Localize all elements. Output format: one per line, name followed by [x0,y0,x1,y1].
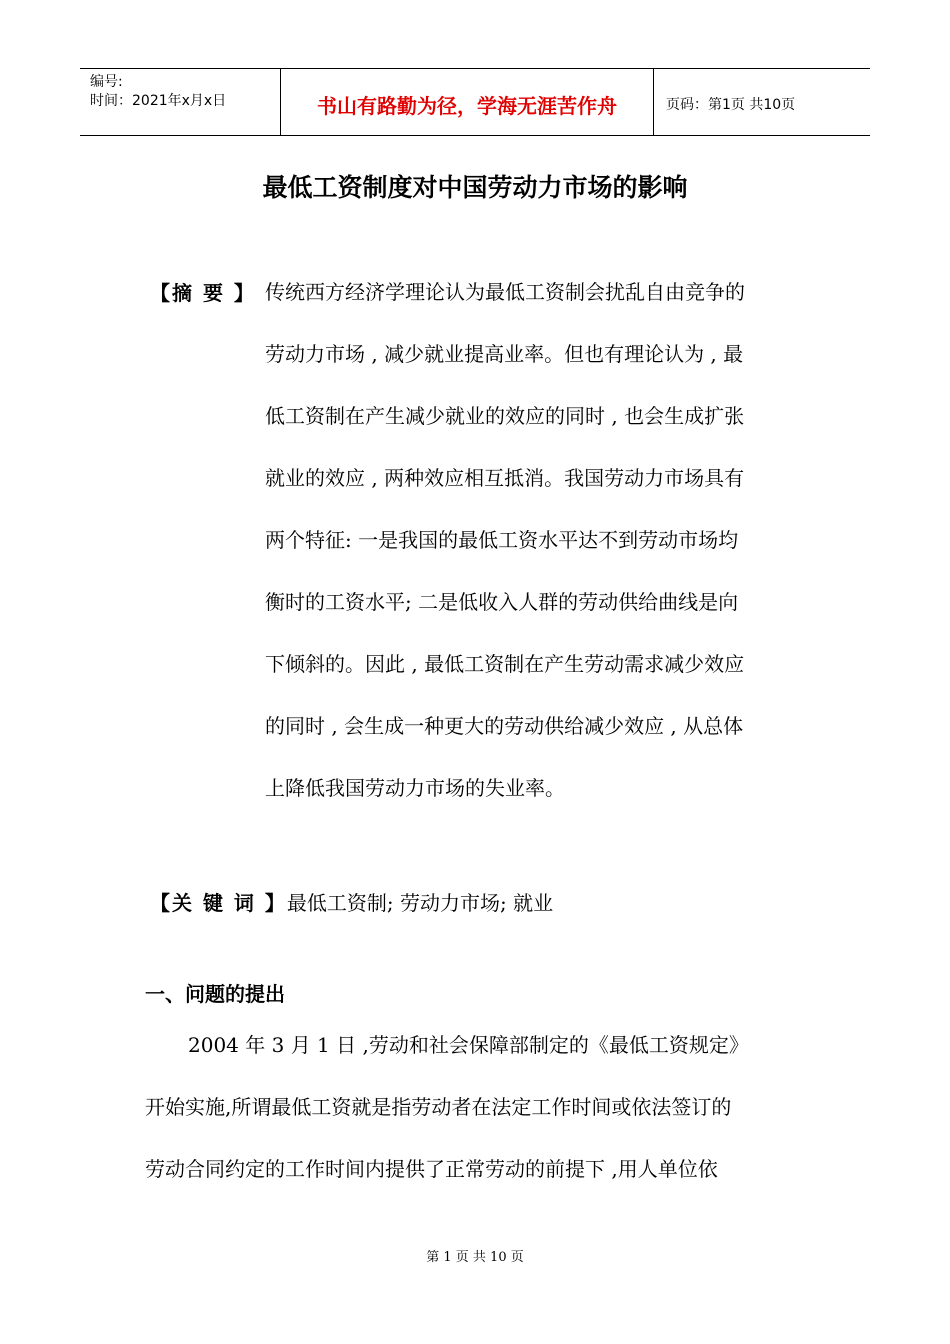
abstract-line: 下倾斜的。因此 , 最低工资制在产生劳动需求减少效应 [265,652,745,676]
body-line: 劳动合同约定的工作时间内提供了正常劳动的前提下 ,用人单位依 [145,1157,718,1181]
abstract-line: 两个特征: 一是我国的最低工资水平达不到劳动市场均 [265,528,739,552]
section-body [145,1030,825,1216]
keywords-text: 最低工资制; 劳动力市场; 就业 [286,891,554,915]
number-label: 编号: [90,74,123,90]
header-table [80,68,870,136]
header-motto-cell [281,69,654,135]
section-heading: 一、问题的提出 [145,982,285,1006]
abstract-line: 上降低我国劳动力市场的失业率。 [265,776,565,800]
header-page-cell [654,69,870,135]
motto-text: 书山有路勤为径，学海无涯苦作舟 [317,93,617,118]
keywords-label: 【关 键 词 】 [150,891,287,915]
abstract-body [265,277,825,835]
body-line: 2004 年 3 月 1 日 ,劳动和社会保障部制定的《最低工资规定》 [188,1033,749,1057]
time-label: 时间：2021年x月x日 [90,93,227,109]
body-line: 开始实施,所谓最低工资就是指劳动者在法定工作时间或依法签订的 [145,1095,732,1119]
page-footer: 第 1 页 共 10 页 [426,1250,524,1265]
keywords-line [150,887,553,916]
page-info: 页码：第1页 共10页 [666,97,796,113]
abstract-line: 劳动力市场 , 减少就业提高业率。但也有理论认为 , 最 [265,342,744,366]
abstract-line: 就业的效应 , 两种效应相互抵消。我国劳动力市场具有 [265,466,745,490]
document-title: 最低工资制度对中国劳动力市场的影响 [262,173,688,202]
abstract-line: 的同时 , 会生成一种更大的劳动供给减少效应 , 从总体 [265,714,744,738]
abstract-line: 低工资制在产生减少就业的效应的同时 , 也会生成扩张 [265,404,745,428]
abstract-line: 传统西方经济学理论认为最低工资制会扰乱自由竞争的 [265,280,745,304]
abstract-label: 【摘 要 】 [150,281,256,305]
abstract-line: 衡时的工资水平; 二是低收入人群的劳动供给曲线是向 [265,590,739,614]
header-meta-cell [80,69,281,135]
